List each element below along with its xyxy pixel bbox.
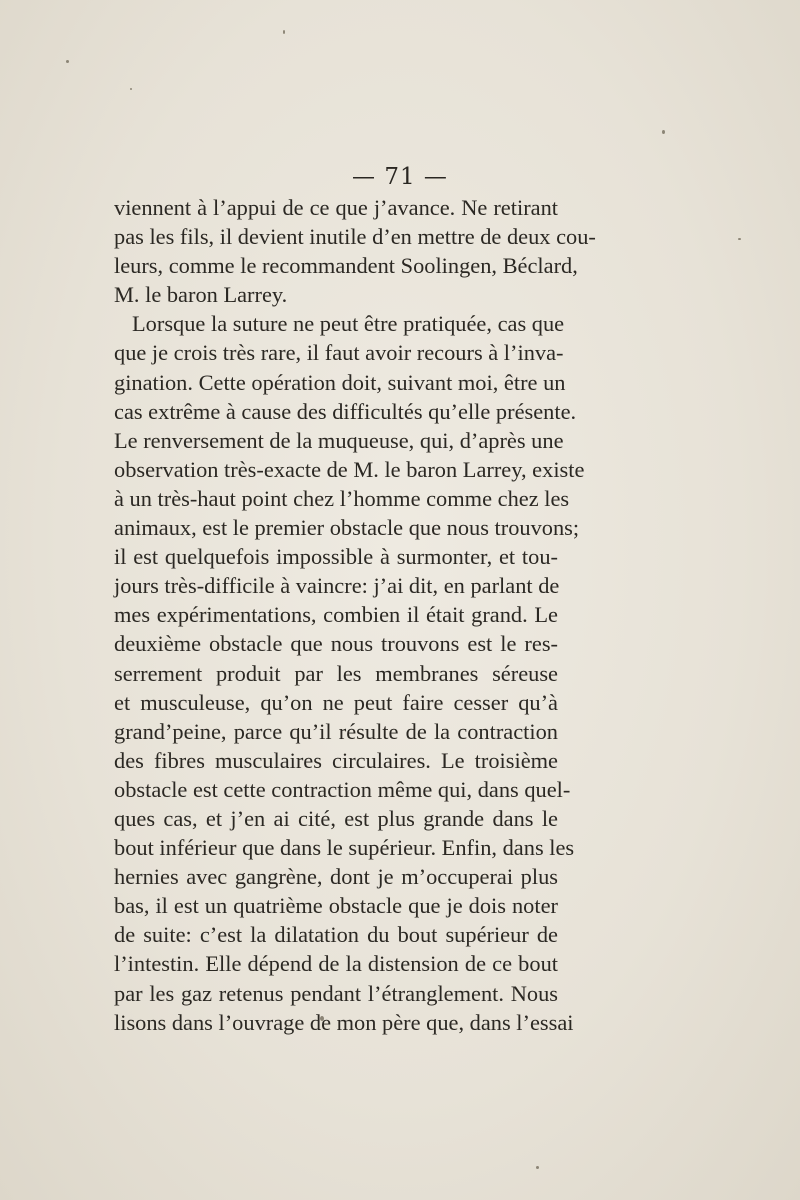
text-line: de suite: c’est la dilatation du bout supérieur de: [114, 922, 558, 948]
paper-speck: [130, 88, 132, 90]
text-line: cas extrême à cause des difficultés qu’elle présente.: [114, 398, 577, 424]
text-line: mes expérimentations, combien il était grand. Le: [114, 602, 558, 628]
text-line: pas les fils, il devient inutile d’en mettre de deux cou-: [114, 224, 596, 250]
text-line: que je crois très rare, il faut avoir recours à l’inva-: [114, 340, 564, 366]
text-line: grand’peine, parce qu’il résulte de la contraction: [114, 718, 558, 744]
text-line: lisons dans l’ouvrage de mon père que, dans l’essai: [114, 1009, 574, 1035]
paper-speck: [66, 60, 69, 63]
text-line: serrement produit par les membranes séreuse: [114, 660, 558, 686]
text-line: et musculeuse, qu’on ne peut faire cesser qu’à: [114, 689, 558, 715]
paper-speck: [283, 30, 285, 34]
text-line: Lorsque la suture ne peut être pratiquée, cas que: [132, 311, 565, 337]
text-line: à un très-haut point chez l’homme comme chez les: [114, 485, 570, 511]
page-number: — 71 —: [352, 164, 448, 190]
text-line: Le renversement de la muqueuse, qui, d’après une: [114, 427, 564, 453]
text-line: viennent à l’appui de ce que j’avance. Ne retirant: [114, 195, 558, 220]
text-line: deuxième obstacle que nous trouvons est le res-: [114, 631, 558, 657]
text-line: bout inférieur que dans le supérieur. Enfin, dans les: [114, 835, 575, 861]
text-line: l’intestin. Elle dépend de la distension de ce bout: [114, 951, 558, 977]
text-line: leurs, comme le recommandent Soolingen, Béclard,: [114, 253, 578, 279]
text-line: obstacle est cette contraction même qui, dans quel-: [114, 776, 571, 802]
text-line: il est quelquefois impossible à surmonter, et tou-: [114, 544, 558, 570]
text-line: hernies avec gangrène, dont je m’occuperai plus: [114, 864, 558, 890]
body-text: [114, 193, 596, 1037]
text-line: observation très-exacte de M. le baron Larrey, existe: [114, 456, 585, 482]
text-line: animaux, est le premier obstacle que nous trouvons;: [114, 515, 580, 541]
text-line: des fibres musculaires circulaires. Le troisième: [114, 747, 558, 773]
text-line: bas, il est un quatrième obstacle que je dois noter: [114, 893, 558, 919]
text-line: jours très-difficile à vaincre: j’ai dit, en parlant de: [114, 573, 560, 599]
text-line: par les gaz retenus pendant l’étranglement. Nous: [114, 980, 558, 1006]
text-line: ques cas, et j’en ai cité, est plus grande dans le: [114, 805, 558, 831]
text-line: M. le baron Larrey.: [114, 282, 288, 308]
text-line: gination. Cette opération doit, suivant moi, être un: [114, 369, 566, 395]
paper-speck: [738, 238, 741, 240]
paper-speck: [662, 130, 665, 134]
paper-speck: [536, 1166, 539, 1169]
